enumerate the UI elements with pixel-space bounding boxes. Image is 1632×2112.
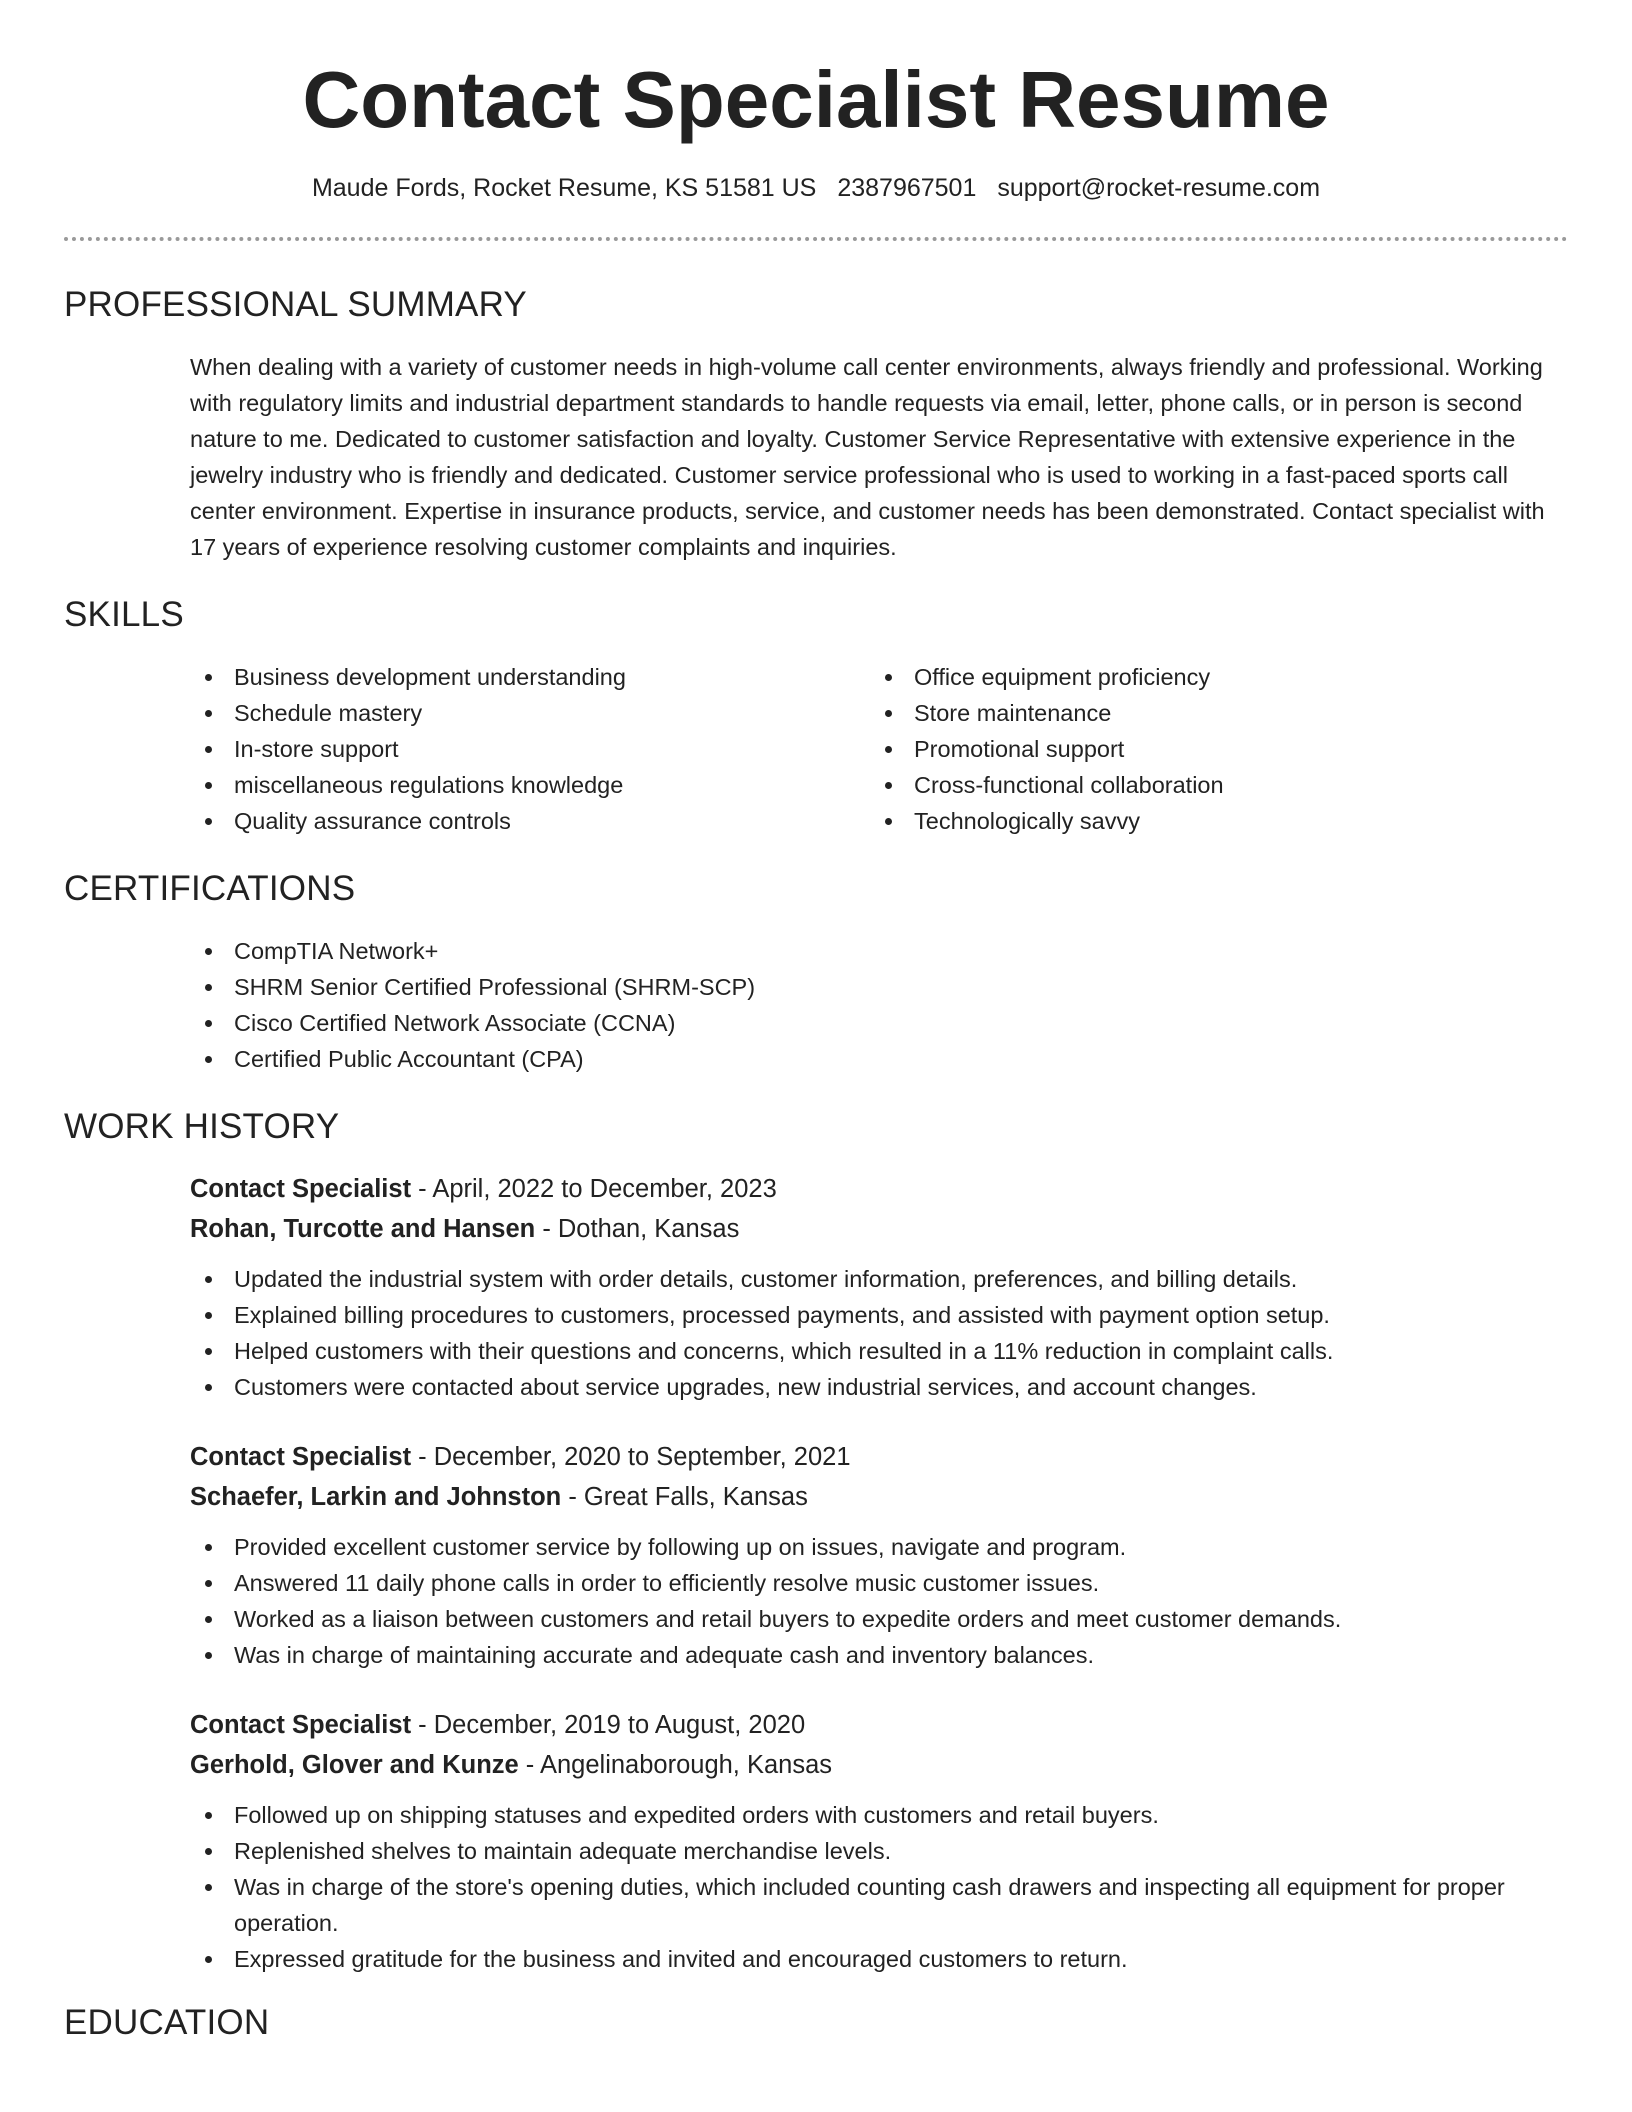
work-history-heading: WORK HISTORY — [64, 1107, 340, 1146]
bullet-dot — [205, 1652, 212, 1659]
skill-item: Quality assurance controls — [190, 803, 870, 839]
job-company-line — [190, 1477, 1568, 1517]
skills-list — [190, 659, 1568, 839]
job-bullet: Was in charge of maintaining accurate and adequate cash and inventory balances. — [190, 1637, 1568, 1673]
summary-text: When dealing with a variety of customer needs in high-volume call center environments, always friendly and professional. Working with regulatory limits and industrial department standards to handle requests via email, letter, phone calls, or in person is second nature to me. Dedicated to customer satisfaction and loyalty. Customer Service Representative with extensive experience in the jewelry industry who is friendly and dedicated. Customer service professional who is used to working in a fast-paced sports call center environment. Expertise in insurance products, service, and customer needs has been demonstrated. Contact specialist with 17 years of experience resolving customer complaints and inquiries. — [190, 354, 1545, 560]
skill-item: Cross-functional collaboration — [870, 767, 1550, 803]
job-dates: - December, 2019 to August, 2020 — [411, 1711, 806, 1739]
job-company: Schaefer, Larkin and Johnston — [190, 1483, 562, 1511]
bullet-dot — [205, 674, 212, 681]
bullet-dot — [205, 1884, 212, 1891]
job-title-line — [190, 1705, 1568, 1745]
header-divider — [64, 237, 1568, 241]
job-title-line — [190, 1437, 1568, 1477]
job-bullet: Expressed gratitude for the business and invited and encouraged customers to return. — [190, 1941, 1568, 1977]
job-bullet: Provided excellent customer service by following up on issues, navigate and program. — [190, 1529, 1568, 1565]
job-location: - Great Falls, Kansas — [561, 1483, 808, 1511]
job-company-line — [190, 1745, 1568, 1785]
job-bullet: Was in charge of the store's opening duties, which included counting cash drawers and inspecting all equipment for proper operation. — [190, 1869, 1568, 1941]
job-bullet: Explained billing procedures to customers, processed payments, and assisted with payment option setup. — [190, 1297, 1568, 1333]
job-location: - Angelinaborough, Kansas — [518, 1751, 833, 1779]
certification-item: SHRM Senior Certified Professional (SHRM-SCP) — [190, 969, 1568, 1005]
bullet-dot — [885, 782, 892, 789]
contact-address: Maude Fords, Rocket Resume, KS 51581 US — [311, 174, 817, 202]
job-bullet: Answered 11 daily phone calls in order to efficiently resolve music customer issues. — [190, 1565, 1568, 1601]
certification-item: CompTIA Network+ — [190, 933, 1568, 969]
bullet-dot — [885, 710, 892, 717]
job-entry — [190, 1169, 1568, 1405]
bullet-dot — [885, 746, 892, 753]
job-bullet: Customers were contacted about service upgrades, new industrial services, and account changes. — [190, 1369, 1568, 1405]
bullet-dot — [205, 1544, 212, 1551]
skill-item: Store maintenance — [870, 695, 1550, 731]
bullet-dot — [205, 818, 212, 825]
bullet-dot — [205, 1812, 212, 1819]
bullet-dot — [205, 984, 212, 991]
bullet-dot — [885, 818, 892, 825]
bullet-dot — [885, 674, 892, 681]
contact-phone: 2387967501 — [837, 174, 977, 202]
bullet-dot — [205, 1580, 212, 1587]
skill-item: miscellaneous regulations knowledge — [190, 767, 870, 803]
skill-item: In-store support — [190, 731, 870, 767]
contact-line — [64, 174, 1568, 203]
education-heading: EDUCATION — [64, 2003, 270, 2042]
job-title: Contact Specialist — [190, 1711, 412, 1739]
certification-item: Certified Public Accountant (CPA) — [190, 1041, 1568, 1077]
job-bullet: Updated the industrial system with order details, customer information, preferences, and billing details. — [190, 1261, 1568, 1297]
job-company: Gerhold, Glover and Kunze — [190, 1751, 519, 1779]
job-bullet: Followed up on shipping statuses and expedited orders with customers and retail buyers. — [190, 1797, 1568, 1833]
job-title-line — [190, 1169, 1568, 1209]
job-dates: - December, 2020 to September, 2021 — [411, 1443, 851, 1471]
bullet-dot — [205, 1348, 212, 1355]
skill-item: Business development understanding — [190, 659, 870, 695]
bullet-dot — [205, 1056, 212, 1063]
bullet-dot — [205, 1384, 212, 1391]
job-bullet: Worked as a liaison between customers and retail buyers to expedite orders and meet customer demands. — [190, 1601, 1568, 1637]
job-entry — [190, 1437, 1568, 1673]
job-title: Contact Specialist — [190, 1175, 412, 1203]
bullet-dot — [205, 1956, 212, 1963]
certifications-heading: CERTIFICATIONS — [64, 869, 356, 908]
job-dates: - April, 2022 to December, 2023 — [411, 1175, 777, 1203]
job-company-line — [190, 1209, 1568, 1249]
job-company: Rohan, Turcotte and Hansen — [190, 1215, 536, 1243]
bullet-dot — [205, 1848, 212, 1855]
skill-item: Technologically savvy — [870, 803, 1550, 839]
job-title: Contact Specialist — [190, 1443, 412, 1471]
resume-title: Contact Specialist Resume — [302, 55, 1330, 144]
bullet-dot — [205, 1020, 212, 1027]
certifications-list — [190, 933, 1568, 1077]
bullet-dot — [205, 1312, 212, 1319]
bullet-dot — [205, 948, 212, 955]
skills-column-left — [190, 659, 870, 839]
job-bullet: Helped customers with their questions and concerns, which resulted in a 11% reduction in complaint calls. — [190, 1333, 1568, 1369]
skill-item: Promotional support — [870, 731, 1550, 767]
bullet-dot — [205, 1276, 212, 1283]
contact-email: support@rocket-resume.com — [997, 174, 1321, 202]
certification-item: Cisco Certified Network Associate (CCNA) — [190, 1005, 1568, 1041]
job-entry — [190, 1705, 1568, 1977]
bullet-dot — [205, 1616, 212, 1623]
job-location: - Dothan, Kansas — [535, 1215, 740, 1243]
skills-column-right — [870, 659, 1550, 839]
summary-heading: PROFESSIONAL SUMMARY — [64, 285, 527, 324]
skill-item: Office equipment proficiency — [870, 659, 1550, 695]
skill-item: Schedule mastery — [190, 695, 870, 731]
bullet-dot — [205, 782, 212, 789]
skills-heading: SKILLS — [64, 595, 184, 634]
bullet-dot — [205, 710, 212, 717]
job-bullet: Replenished shelves to maintain adequate merchandise levels. — [190, 1833, 1568, 1869]
bullet-dot — [205, 746, 212, 753]
